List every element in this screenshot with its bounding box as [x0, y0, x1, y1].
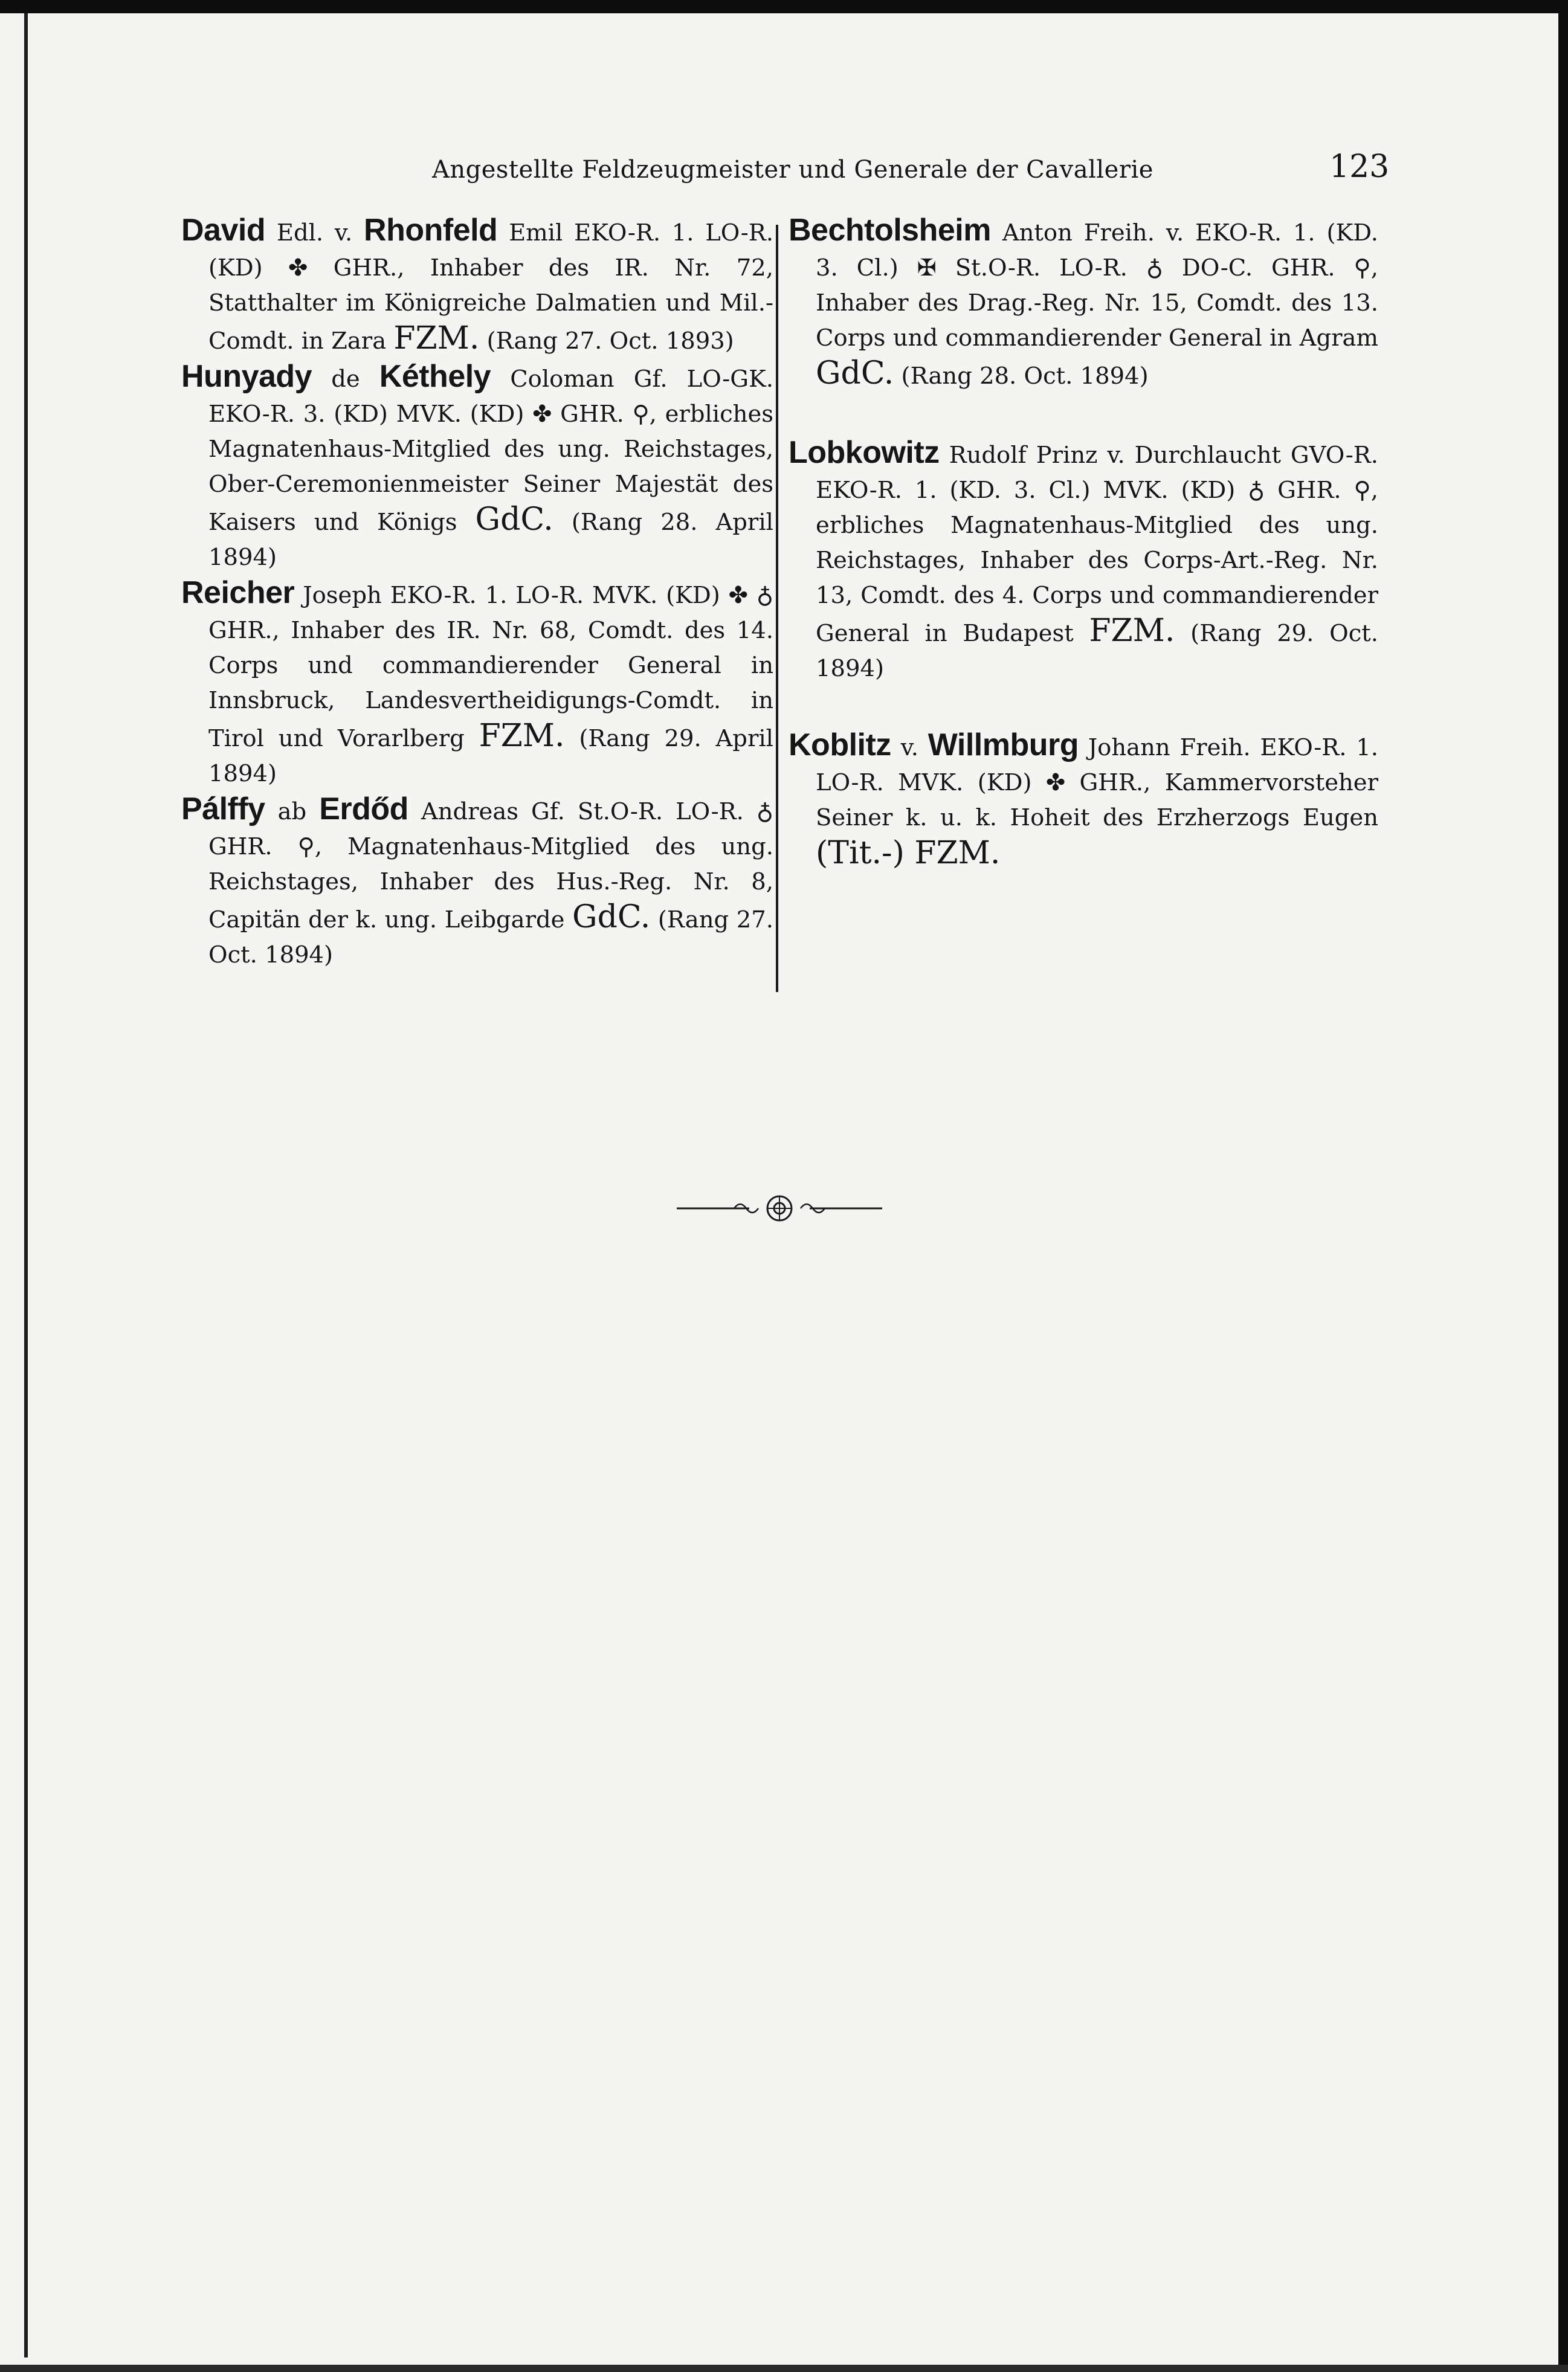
entry-particle: de	[331, 366, 360, 393]
right-column	[789, 213, 1378, 874]
scan-edge-left	[24, 13, 28, 2357]
entry-seniority: (Rang 29. April 1894)	[208, 725, 773, 787]
entry-reicher	[181, 575, 773, 791]
entry-text: Coloman Gf. LO-GK. EKO-R. 3. (KD) MVK. (KD) ✤ GHR. ⚲, erbliches Magnatenhaus-Mitglied des ung. Reichstages, Ober-Ceremonienmeister Seiner Majestät des Kaisers und Königs	[208, 366, 773, 536]
entry-text: Anton Freih. v. EKO-R. 1. (KD. 3. Cl.) ✠ St.O-R. LO-R. ♁ DO-C. GHR. ⚲, Inhaber des Drag.-Reg. Nr. 15, Comdt. des 13. Corps und commandierender General in Agram	[816, 219, 1378, 352]
scan-edge-right	[1558, 0, 1568, 2372]
entry-rank: FZM.	[393, 320, 480, 356]
entry-spacing	[789, 686, 1378, 727]
entry-predicate: Kéthely	[379, 359, 491, 394]
entry-hunyady	[181, 359, 773, 575]
entry-rank: GdC.	[572, 899, 651, 935]
entry-seniority: (Rang 27. Oct. 1894)	[208, 906, 773, 968]
entry-surname: Lobkowitz	[789, 435, 940, 470]
entry-text: Joseph EKO-R. 1. LO-R. MVK. (KD) ✤ ♁ GHR., Inhaber des IR. Nr. 68, Comdt. des 14. Corps und commandierender General in Innsbruck, Landesvertheidigungs-Comdt. in Tirol und Vorarlberg	[208, 582, 773, 752]
scan-edge-bottom	[0, 2365, 1568, 2372]
running-title: Angestellte Feldzeugmeister und Generale der Cavallerie	[432, 156, 1153, 184]
entry-particle: ab	[277, 798, 307, 825]
entry-predicate: Willmburg	[928, 727, 1079, 762]
entry-text: Johann Freih. EKO-R. 1. LO-R. MVK. (KD) ✤ GHR., Kammervorsteher Seiner k. u. k. Hoheit des Erzherzogs Eugen	[816, 734, 1378, 831]
entry-surname: Hunyady	[181, 359, 312, 394]
entry-surname: Bechtolsheim	[789, 213, 991, 248]
entry-particle: Edl. v.	[276, 219, 353, 247]
entry-lobkowitz	[789, 435, 1378, 686]
entry-surname: Koblitz	[789, 727, 891, 762]
entry-surname: David	[181, 213, 266, 248]
entry-rank: FZM.	[479, 718, 565, 754]
entry-rank: GdC.	[816, 355, 894, 392]
entry-rank: (Tit.-) FZM.	[816, 835, 1001, 871]
scan-edge-top	[0, 0, 1568, 13]
scroll-ornament-icon	[677, 1190, 882, 1226]
left-column	[181, 213, 773, 973]
entry-text: Andreas Gf. St.O-R. LO-R. ♁ GHR. ⚲, Magnatenhaus-Mitglied des ung. Reichstages, Inhaber des Hus.-Reg. Nr. 8, Capitän der k. ung. Leibgarde	[208, 798, 773, 933]
column-divider	[776, 225, 778, 992]
entry-seniority: (Rang 28. Oct. 1894)	[901, 363, 1149, 390]
entry-surname: Reicher	[181, 575, 295, 610]
entry-predicate: Rhonfeld	[364, 213, 498, 248]
entry-seniority: (Rang 27. Oct. 1893)	[486, 327, 734, 355]
entry-predicate: Erdőd	[319, 791, 408, 827]
page-number: 123	[1329, 149, 1390, 185]
entry-rank: GdC.	[475, 501, 553, 538]
entry-spacing	[789, 394, 1378, 435]
entry-palffy	[181, 791, 773, 973]
entry-particle: v.	[900, 734, 918, 761]
entry-text: Rudolf Prinz v. Durchlaucht GVO-R. EKO-R. 1. (KD. 3. Cl.) MVK. (KD) ♁ GHR. ⚲, erbliches Magnatenhaus-Mitglied des ung. Reichstages, Inhaber des Corps-Art.-Reg. Nr. 13, Comdt. des 4. Corps und commandierender General in Budapest	[816, 442, 1378, 647]
entry-seniority: (Rang 29. Oct. 1894)	[816, 620, 1378, 682]
entry-seniority: (Rang 28. April 1894)	[208, 509, 773, 571]
entry-koblitz	[789, 727, 1378, 874]
entry-bechtolsheim	[789, 213, 1378, 394]
entry-surname: Pálffy	[181, 791, 265, 827]
entry-text: Emil EKO-R. 1. LO-R. (KD) ✤ GHR., Inhaber des IR. Nr. 72, Statthalter im Königreiche Dalmatien und Mil.-Comdt. in Zara	[208, 219, 774, 355]
entry-rank: FZM.	[1089, 613, 1175, 649]
entry-david	[181, 213, 773, 359]
